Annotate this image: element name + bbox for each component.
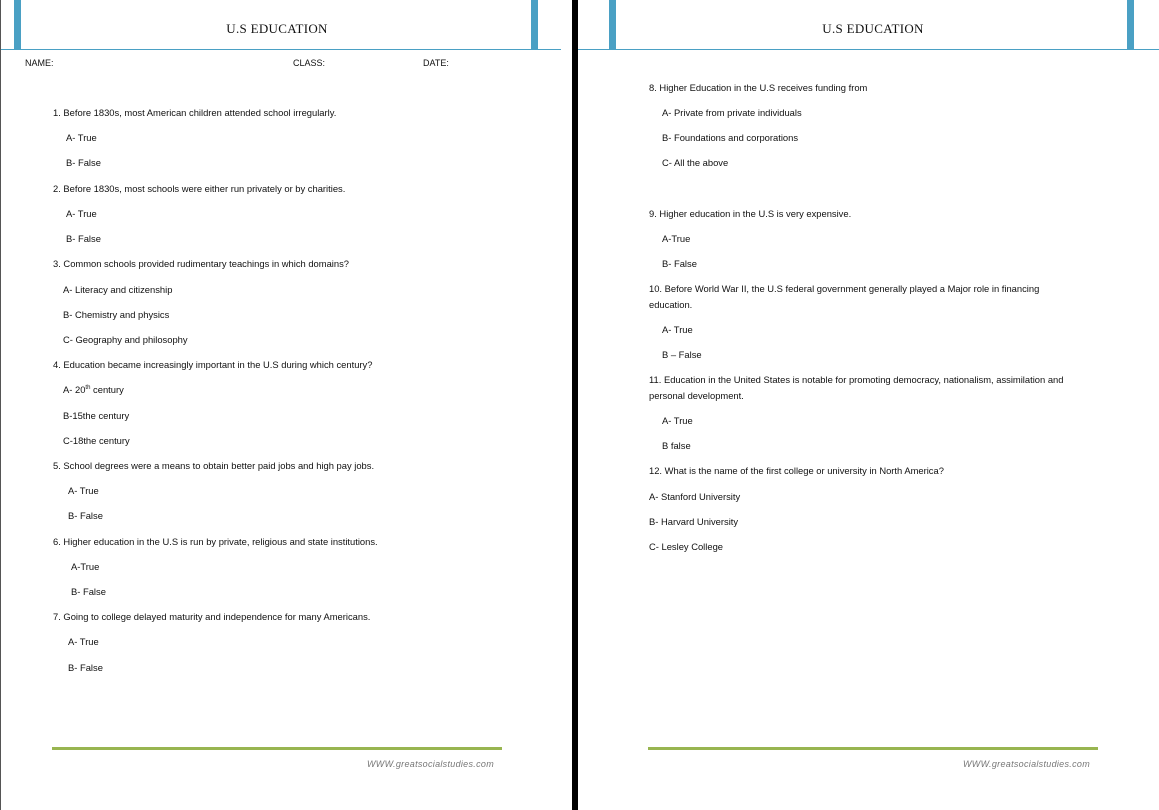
question-9-option-b: B- False xyxy=(662,258,697,269)
worksheet-page-right xyxy=(578,0,1159,810)
page-title: U.S EDUCATION xyxy=(822,21,924,36)
question-4-option-b: B-15the century xyxy=(63,410,130,421)
footer-rule xyxy=(52,747,502,750)
question-8-option-b: B- Foundations and corporations xyxy=(662,132,799,143)
header-rule xyxy=(1,49,561,50)
question-10-line-1: 10. Before World War II, the U.S federal government generally played a Major role in financing xyxy=(649,283,1040,294)
question-8-option-a: A- Private from private individuals xyxy=(662,107,802,118)
question-6-option-a: A-True xyxy=(71,561,100,572)
page-title: U.S EDUCATION xyxy=(226,21,328,36)
question-4-option-a-superscript: th xyxy=(85,385,91,391)
question-4: 4. Education became increasingly important in the U.S during which century? xyxy=(53,359,373,370)
question-5-option-b: B- False xyxy=(68,510,103,521)
question-9-option-a: A-True xyxy=(662,233,691,244)
footer-url: WWW.greatsocialstudies.com xyxy=(367,759,494,769)
question-7: 7. Going to college delayed maturity and independence for many Americans. xyxy=(53,611,371,622)
question-4-option-c: C-18the century xyxy=(63,435,130,446)
question-9: 9. Higher education in the U.S is very expensive. xyxy=(649,208,852,219)
question-11-option-b: B false xyxy=(662,440,691,451)
question-12-option-a: A- Stanford University xyxy=(649,491,741,502)
question-7-option-b: B- False xyxy=(68,662,103,673)
question-2-option-b: B- False xyxy=(66,233,101,244)
date-label: DATE: xyxy=(423,58,449,68)
question-1-option-b: B- False xyxy=(66,157,101,168)
question-8-option-c: C- All the above xyxy=(662,157,729,168)
question-6-option-b: B- False xyxy=(71,586,106,597)
question-8: 8. Higher Education in the U.S receives funding from xyxy=(649,82,868,93)
question-1: 1. Before 1830s, most American children attended school irregularly. xyxy=(53,107,337,118)
question-10-line-2: education. xyxy=(649,299,693,310)
question-5: 5. School degrees were a means to obtain better paid jobs and high pay jobs. xyxy=(53,460,375,471)
question-11-line-2: personal development. xyxy=(649,390,744,401)
class-label: CLASS: xyxy=(293,58,326,68)
question-11-option-a: A- True xyxy=(662,415,693,426)
question-10-option-b: B – False xyxy=(662,349,702,360)
question-12: 12. What is the name of the first college or university in North America? xyxy=(649,465,944,476)
question-10-option-a: A- True xyxy=(662,324,693,335)
question-2-option-a: A- True xyxy=(66,208,97,219)
question-2: 2. Before 1830s, most schools were either run privately or by charities. xyxy=(53,183,346,194)
question-6: 6. Higher education in the U.S is run by private, religious and state institutions. xyxy=(53,536,378,547)
question-4-option-a-prefix: A- 20 xyxy=(63,384,86,395)
question-1-option-a: A- True xyxy=(66,132,97,143)
question-12-option-c: C- Lesley College xyxy=(649,541,723,552)
question-3-option-b: B- Chemistry and physics xyxy=(63,309,170,320)
question-3: 3. Common schools provided rudimentary teachings in which domains? xyxy=(53,258,349,269)
question-12-option-b: B- Harvard University xyxy=(649,516,739,527)
question-7-option-a: A- True xyxy=(68,636,99,647)
question-11-line-1: 11. Education in the United States is notable for promoting democracy, nationalism, assimilation and xyxy=(649,374,1064,385)
name-label: NAME: xyxy=(25,58,54,68)
question-3-option-a: A- Literacy and citizenship xyxy=(63,284,173,295)
footer-rule xyxy=(648,747,1098,750)
question-5-option-a: A- True xyxy=(68,485,99,496)
question-3-option-c: C- Geography and philosophy xyxy=(63,334,188,345)
header-rule xyxy=(578,49,1159,50)
question-4-option-a-suffix: century xyxy=(90,384,124,395)
worksheet-page-left xyxy=(0,0,573,810)
question-4-option-a xyxy=(63,384,124,396)
footer-url: WWW.greatsocialstudies.com xyxy=(963,759,1090,769)
